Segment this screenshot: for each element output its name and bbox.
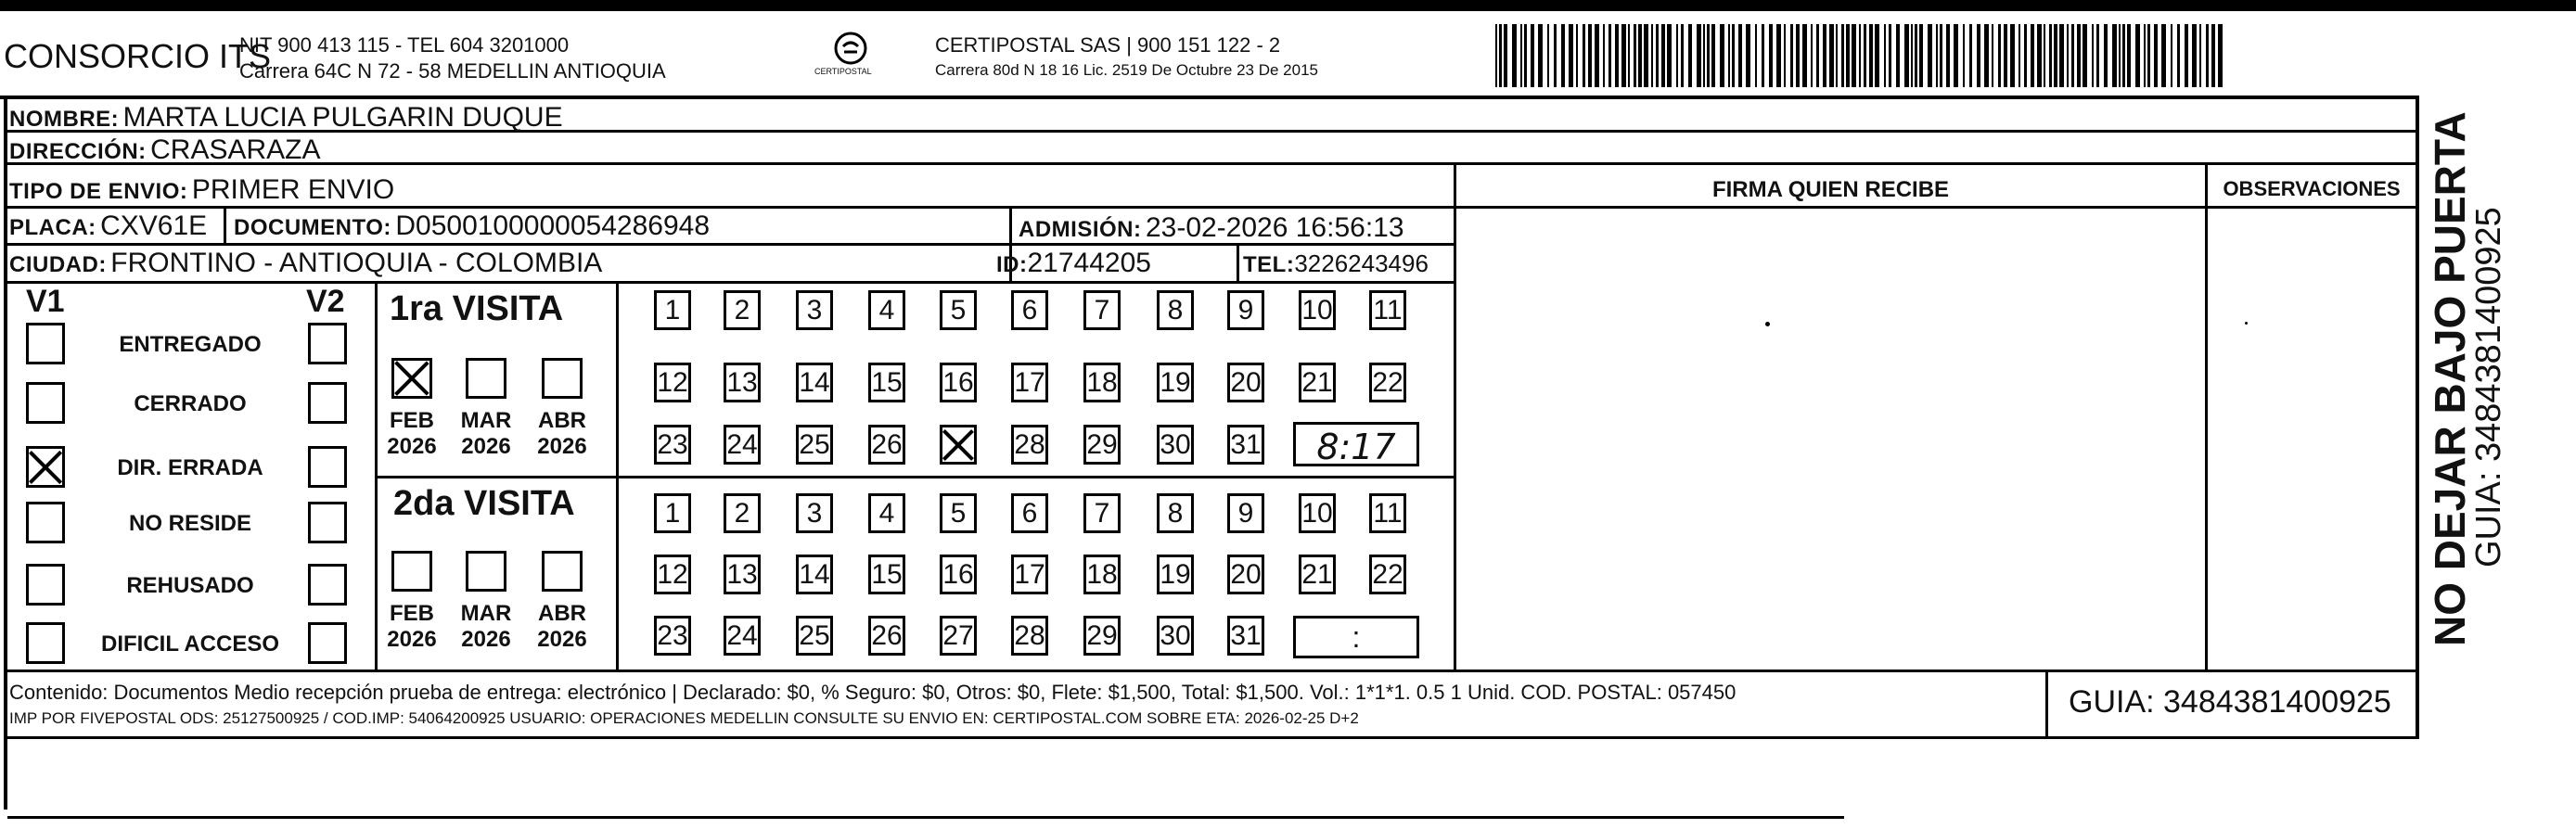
day-box[interactable]: 13	[724, 555, 761, 594]
status-option-label: DIFICIL ACCESO	[100, 631, 279, 657]
visit-2-time[interactable]: :	[1293, 616, 1419, 658]
day-box[interactable]: 27	[940, 616, 977, 656]
day-box[interactable]: 18	[1083, 555, 1121, 594]
day-box[interactable]: 6	[1011, 493, 1048, 533]
day-box[interactable]: 4	[868, 290, 905, 330]
day-box[interactable]: 17	[1011, 363, 1048, 402]
day-box[interactable]: 6	[1011, 290, 1048, 330]
day-box[interactable]: 11	[1369, 290, 1406, 330]
day-box[interactable]: 21	[1299, 555, 1336, 594]
day-box[interactable]: 28	[1011, 425, 1048, 465]
day-box[interactable]: 15	[868, 363, 905, 402]
v2-checkbox[interactable]	[308, 502, 347, 543]
month-label: FEB 2026	[387, 601, 437, 652]
observaciones-header: OBSERVACIONES	[2223, 177, 2401, 200]
status-option-label: REHUSADO	[126, 573, 254, 598]
nombre-value: MARTA LUCIA PULGARIN DUQUE	[122, 102, 563, 133]
day-box[interactable]: 24	[724, 616, 761, 656]
day-box[interactable]: 25	[796, 425, 833, 465]
signature-mark	[1765, 322, 1770, 326]
day-box[interactable]: 22	[1369, 363, 1406, 402]
tel-row: TEL:3226243496	[1243, 249, 1429, 277]
day-box[interactable]: 3	[796, 290, 833, 330]
month-checkbox[interactable]	[391, 551, 432, 592]
side-warning: NO DEJAR BAJO PUERTA	[2426, 111, 2474, 646]
day-box[interactable]: 16	[940, 363, 977, 402]
v1-checkbox[interactable]	[26, 382, 65, 424]
documento-value: D0500100000054286948	[395, 210, 711, 241]
day-box[interactable]: 19	[1157, 363, 1194, 402]
month-checkbox[interactable]	[466, 358, 506, 399]
day-box[interactable]: 10	[1299, 493, 1336, 533]
day-box[interactable]: 15	[868, 555, 905, 594]
documento-row: DOCUMENTO: D0500100000054286948	[234, 210, 711, 241]
day-box[interactable]: 29	[1083, 425, 1121, 465]
month-label: ABR 2026	[537, 408, 587, 459]
day-box[interactable]: 1	[654, 493, 691, 533]
status-option-label: NO RESIDE	[128, 511, 252, 536]
company-address: Carrera 64C N 72 - 58 MEDELLIN ANTIOQUIA	[239, 59, 666, 83]
day-box[interactable]: 3	[796, 493, 833, 533]
month-label: MAR 2026	[460, 601, 512, 652]
day-box[interactable]: 7	[1083, 290, 1121, 330]
v2-header: V2	[306, 284, 345, 319]
day-box[interactable]: 14	[796, 363, 833, 402]
v1-checkbox[interactable]	[26, 323, 65, 364]
day-box[interactable]: 21	[1299, 363, 1336, 402]
month-checkbox[interactable]	[466, 551, 506, 592]
placa-row: PLACA: CXV61E	[9, 210, 208, 241]
day-box[interactable]: 20	[1227, 555, 1264, 594]
v2-checkbox[interactable]	[308, 382, 347, 424]
direccion-value: CRASARAZA	[150, 134, 321, 165]
id-row: ID:21744205	[996, 248, 1151, 278]
admision-row: ADMISIÓN: 23-02-2026 16:56:13	[1019, 212, 1404, 243]
tipo-envio-value: PRIMER ENVIO	[191, 174, 395, 205]
direccion-row: DIRECCIÓN: CRASARAZA	[9, 134, 321, 165]
day-box[interactable]: 2	[724, 493, 761, 533]
day-box[interactable]: 7	[1083, 493, 1121, 533]
month-checkbox[interactable]	[542, 358, 583, 399]
day-box[interactable]: 31	[1227, 425, 1264, 465]
day-box[interactable]: 18	[1083, 363, 1121, 402]
visit-1-title: 1ra VISITA	[390, 289, 564, 328]
day-box[interactable]: 5	[940, 290, 977, 330]
status-option-label: ENTREGADO	[119, 332, 262, 357]
v1-checkbox[interactable]	[26, 502, 65, 543]
day-box[interactable]: 12	[654, 555, 691, 594]
day-box[interactable]: 20	[1227, 363, 1264, 402]
tipo-envio-row: TIPO DE ENVIO: PRIMER ENVIO	[9, 174, 395, 205]
ciudad-row: CIUDAD: FRONTINO - ANTIOQUIA - COLOMBIA	[9, 248, 603, 278]
day-box[interactable]: 26	[868, 425, 905, 465]
day-box[interactable]: 2	[724, 290, 761, 330]
day-box[interactable]: 10	[1299, 290, 1336, 330]
footer-guia: GUIA: 3484381400925	[2069, 684, 2391, 720]
day-box[interactable]: 5	[940, 493, 977, 533]
day-box[interactable]	[940, 425, 977, 465]
ciudad-value: FRONTINO - ANTIOQUIA - COLOMBIA	[110, 248, 603, 278]
barcode	[1495, 24, 2228, 87]
placa-value: CXV61E	[100, 210, 208, 241]
day-box[interactable]: 19	[1157, 555, 1194, 594]
day-box[interactable]: 31	[1227, 616, 1264, 656]
month-label: FEB 2026	[387, 408, 437, 459]
tel-value: 3226243496	[1294, 249, 1429, 277]
day-box[interactable]: 29	[1083, 616, 1121, 656]
visit-2-title: 2da VISITA	[393, 484, 575, 523]
day-box[interactable]: 13	[724, 363, 761, 402]
nombre-row: NOMBRE: MARTA LUCIA PULGARIN DUQUE	[9, 102, 563, 133]
day-box[interactable]: 14	[796, 555, 833, 594]
month-checkbox[interactable]	[391, 358, 432, 399]
v2-checkbox[interactable]	[308, 622, 347, 664]
certipostal-address: Carrera 80d N 18 16 Lic. 2519 De Octubre 23 De 2015	[935, 61, 1318, 79]
v1-checkbox[interactable]	[26, 446, 65, 488]
firma-header: FIRMA QUIEN RECIBE	[1711, 177, 1950, 202]
v2-checkbox[interactable]	[308, 446, 347, 488]
v1-header: V1	[26, 284, 65, 319]
day-box[interactable]: 26	[868, 616, 905, 656]
observation-mark	[2245, 322, 2248, 325]
v1-checkbox[interactable]	[26, 622, 65, 664]
v2-checkbox[interactable]	[308, 323, 347, 364]
day-box[interactable]: 12	[654, 363, 691, 402]
day-box[interactable]: 30	[1157, 616, 1194, 656]
status-option-label: DIR. ERRADA	[117, 455, 263, 480]
day-box[interactable]: 11	[1369, 493, 1406, 533]
day-box[interactable]: 28	[1011, 616, 1048, 656]
company-name: CONSORCIO ITS	[4, 37, 272, 75]
footer-content: Contenido: Documentos Medio recepción prueba de entrega: electrónico | Declarado: $0, % Seguro: $0, Otros: $0, Flete: $1,500, Total: $1,500. Vol.: 1*1*1. 0.5 1 Unid. COD. POSTAL: 057450	[9, 681, 1737, 704]
day-box[interactable]: 22	[1369, 555, 1406, 594]
day-box[interactable]: 17	[1011, 555, 1048, 594]
day-box[interactable]: 25	[796, 616, 833, 656]
top-edge	[0, 0, 2576, 11]
id-value: 21744205	[1027, 248, 1151, 278]
certipostal-name: CERTIPOSTAL SAS | 900 151 122 - 2	[935, 33, 1281, 57]
day-box[interactable]: 8	[1157, 493, 1194, 533]
side-guia: GUIA: 3484381400925	[2469, 207, 2508, 568]
month-label: MAR 2026	[460, 408, 512, 459]
status-option-label: CERRADO	[134, 391, 247, 416]
day-box[interactable]: 16	[940, 555, 977, 594]
day-box[interactable]: 24	[724, 425, 761, 465]
company-nit: NIT 900 413 115 - TEL 604 3201000	[239, 33, 570, 57]
footer-print-info: IMP POR FIVEPOSTAL ODS: 25127500925 / COD.IMP: 54064200925 USUARIO: OPERACIONES MEDELLIN CONSULTE SU ENVIO EN: CERTIPOSTAL.COM SOBRE ETA: 2026-02-25 D+2	[9, 709, 1359, 727]
v1-checkbox[interactable]	[26, 564, 65, 606]
day-box[interactable]: 1	[654, 290, 691, 330]
day-box[interactable]: 9	[1227, 493, 1264, 533]
month-label: ABR 2026	[537, 601, 587, 652]
day-box[interactable]: 4	[868, 493, 905, 533]
visit-1-time[interactable]: 8:17	[1293, 422, 1419, 466]
day-box[interactable]: 30	[1157, 425, 1194, 465]
day-box[interactable]: 23	[654, 425, 691, 465]
day-box[interactable]: 9	[1227, 290, 1264, 330]
day-box[interactable]: 8	[1157, 290, 1194, 330]
v2-checkbox[interactable]	[308, 564, 347, 606]
month-checkbox[interactable]	[542, 551, 583, 592]
admision-value: 23-02-2026 16:56:13	[1145, 212, 1404, 243]
day-box[interactable]: 23	[654, 616, 691, 656]
certipostal-logo: CERTIPOSTAL	[809, 28, 892, 85]
